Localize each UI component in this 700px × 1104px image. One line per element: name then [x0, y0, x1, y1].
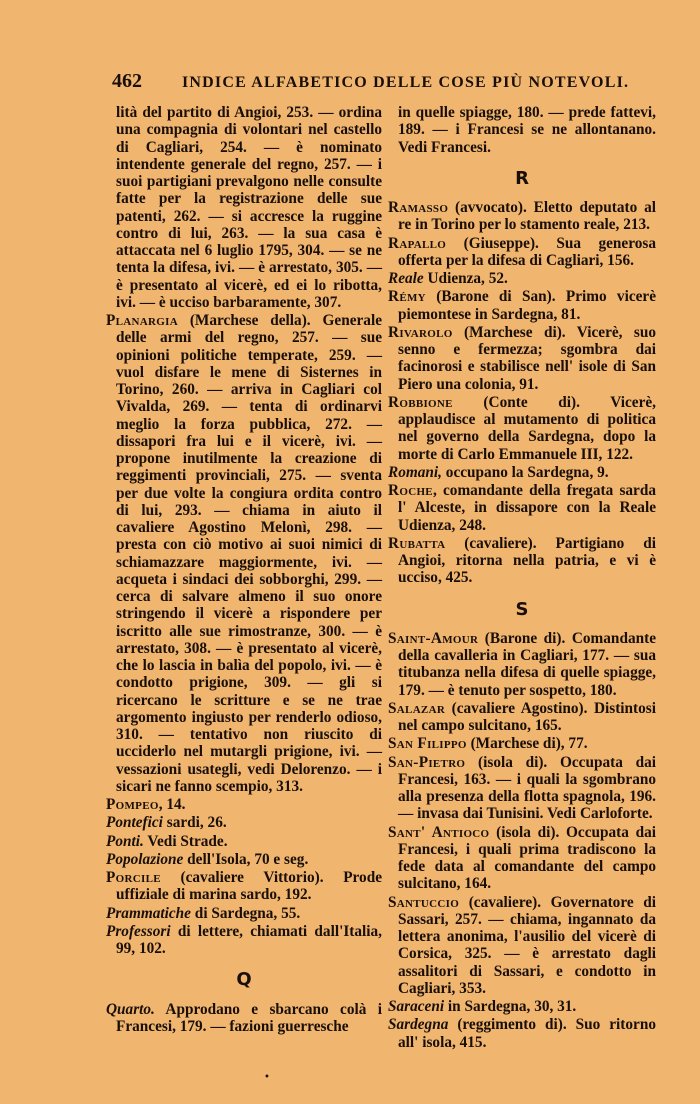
entry-text: (Marchese di). Vicerè, suo senno e fermezza; sgombra dai facinorosi e stabilisce nell' isole di San Piero una colonia, 91. — [398, 323, 656, 393]
footer-mark: • — [264, 1072, 270, 1083]
entry-italic-headword: Romani, — [388, 463, 442, 481]
entry-text: di lettere, chiamati dall'Italia, 99, 102. — [116, 922, 382, 957]
entry-text: (avvocato). Eletto deputato al re in Torino per lo stamento reale, 213. — [398, 199, 656, 234]
entry-text: Approdano e sbarcano colà i Francesi, 179. — fazioni guerresche — [116, 1000, 382, 1035]
entry-text: (cavaliere). Governatore di Sassari, 257. — chiama, ingannato da lettera anonima, l'ausilio del vicerè di Corsica, 325. — è arrestato dagli assalitori di Sassari, e condotto in Cagliari, 353. — [398, 893, 656, 997]
index-entry — [106, 869, 382, 904]
index-entry — [388, 998, 656, 1015]
entry-text: dell'Isola, 70 e seg. — [183, 850, 309, 868]
entry-headword: Saint-Amour — [388, 629, 479, 647]
index-entry — [388, 270, 656, 287]
index-entry — [106, 104, 382, 311]
entry-headword: Rivarolo — [388, 323, 453, 341]
index-entry — [106, 905, 382, 922]
entry-headword: Rapallo — [388, 234, 447, 252]
entry-text: Vedi Strade. — [143, 832, 228, 850]
entry-text: (Barone di). Comandante della cavalleria in Cagliari, 177. — sua titubanza nella difesa di quelle spiagge, 179. — è tenuto per sospetto, 180. — [398, 629, 656, 699]
index-entry — [388, 1016, 656, 1051]
index-entry — [106, 796, 382, 813]
entry-text: occupano la Sardegna, 9. — [441, 463, 609, 481]
entry-italic-headword: Sardegna — [388, 1016, 449, 1034]
entry-text: (Marchese della). Generale delle armi del regno, 257. — sue opinioni politiche temperate, 259. — vuol disfare le mene di Sisternes in Torino, 260. — arriva in Cagliari col Vivalda, 269. — tenta di ordinarvi meglio la forza pubblica, 272. — dissapori fra lui e il vicerè, ivi. — propone inutilmente la creazione di reggimenti provinciali, 275. — sventa per due volte la congiura ordita contro di lui, 293. — chiama in aiuto il cavaliere Agostino Melonì, 298. — presta con ciò motivo ai suoi nimici di schiamazzare maggiormente, ivi. — acqueta i sindaci dei sobborghi, 299. — cerca di salvare almeno il suo onore stringendo il vicerè a rispondere per iscritto alle sue rimostranze, 300. — è arrestato, 308. — è presentato al vicerè, che lo lascia in balìa del popolo, ivi. — è condotto prigione, 309. — gli si ricercano le scritture e se ne trae argomento ingiusto per renderlo odioso, 310. — tentativo non riuscito di ucciderlo nel mutargli prigione, ivi. — vessazioni usategli, vedi Delorenzo. — i sicari ne fanno scempio, 313. — [116, 312, 382, 795]
index-entry — [388, 288, 656, 323]
entry-headword: Roche — [388, 482, 433, 499]
entry-headword: Rubatta — [388, 534, 446, 552]
index-entry — [388, 535, 656, 587]
index-entry — [106, 814, 382, 831]
entry-text: (cavaliere). Partigiano di Angioi, ritorna nella patria, e vi è ucciso, 425. — [398, 534, 656, 587]
entry-headword: Rémy — [388, 288, 426, 306]
entry-text: (Conte di). Vicerè, applaudisce al mutamento di politica nel governo della Sardegna, dopo la morte di Carlo Emmanuele III, 122. — [398, 393, 656, 463]
entry-headword: Pompeo — [106, 796, 159, 813]
entry-italic-headword: Saraceni — [388, 998, 445, 1015]
index-entry — [388, 464, 656, 481]
index-entry — [388, 894, 656, 998]
entry-italic-headword: Prammatiche — [106, 904, 191, 922]
right-column — [388, 104, 656, 1052]
entry-headword: San-Pietro — [388, 753, 466, 771]
entry-headword: Salazar — [388, 699, 446, 717]
left-column — [106, 104, 382, 1036]
section-letter-r: R — [515, 167, 529, 189]
right-entries-r — [388, 199, 656, 587]
index-entry — [388, 235, 656, 270]
right-entries-s — [388, 630, 656, 1051]
right-entries-top — [388, 104, 656, 156]
index-entry — [388, 324, 656, 393]
section-letter-s: S — [515, 598, 529, 620]
entry-text: in quelle spiagge, 180. — prede fattevi, 189. — i Francesi se ne allontanano. Vedi Francesi. — [398, 104, 656, 156]
entry-text: (Marchese di), 77. — [466, 735, 588, 753]
entry-text: in Sardegna, 30, 31. — [444, 998, 577, 1015]
index-entry — [388, 199, 656, 234]
entry-text: (Barone di San). Primo vicerè piemontese in Sardegna, 81. — [398, 288, 656, 323]
page-number: 462 — [112, 70, 142, 92]
entry-italic-headword: Popolazione — [106, 850, 184, 868]
index-entry — [388, 700, 656, 735]
section-letter-q: Q — [236, 969, 252, 991]
index-entry — [106, 312, 382, 795]
entry-italic-headword: Quarto. — [106, 1000, 155, 1018]
index-entry — [388, 482, 656, 534]
index-entry — [388, 735, 656, 752]
entry-text: di Sardegna, 55. — [190, 904, 301, 922]
entry-italic-headword: Professori — [106, 922, 171, 940]
index-entry — [388, 394, 656, 463]
entry-headword: Santuccio — [388, 893, 460, 911]
entry-text: Udienza, 52. — [423, 270, 508, 287]
entry-text: (cavaliere Agostino). Distintosi nel campo sulcitano, 165. — [398, 699, 656, 734]
entry-text: sardi, 26. — [162, 814, 227, 832]
entry-text: (reggimento di). Suo ritorno all' isola, 415. — [398, 1016, 656, 1051]
entry-text: , comandante della fregata sarda l' Alceste, in dissapore con la Reale Udienza, 248. — [398, 482, 656, 534]
entry-headword: Porcile — [106, 869, 161, 886]
entry-headword: San Filippo — [388, 735, 467, 753]
index-entry — [106, 1001, 382, 1036]
entry-text: , 14. — [158, 796, 186, 813]
entry-text: (isola di). Occupata dai Francesi, 163. — i quali la sgombrano alla presenza della flotta spagnola, 196. — invasa dai Tunisini. Vedi Carloforte. — [398, 753, 656, 823]
entry-headword: Sant' Antioco — [388, 823, 490, 841]
entry-text: (cavaliere Vittorio). Prode uffiziale di marina sardo, 192. — [116, 869, 382, 904]
index-entry — [388, 754, 656, 823]
entry-headword: Planargia — [106, 312, 178, 329]
entry-text: lità del partito di Angioi, 253. — ordina una compagnia di volontari nel castello di Cagliari, 254. — è nominato intendente generale del regno, 257. — i suoi partigiani prevalgono nelle consulte fatte per la registrazione delle sue patenti, 262. — si accresce la ruggine contro di lui, 263. — la sua casa è attaccata nel 6 luglio 1795, 304. — se ne tenta la difesa, ivi. — è arrestato, 305. — è presentato al vicerè, ed ei lo ribotta, ivi. — è ucciso barbaramente, 307. — [116, 104, 382, 311]
page-header — [112, 70, 630, 98]
index-entry — [388, 630, 656, 699]
index-entry — [106, 851, 382, 868]
entry-headword: Ramasso — [388, 199, 449, 216]
index-entry — [388, 104, 656, 156]
entry-headword: Robbione — [388, 393, 453, 411]
entry-text: (isola di). Occupata dai Francesi, i quali prima tradiscono la fede data al comandante del campo sulcitano, 164. — [398, 823, 656, 893]
left-entries — [106, 104, 382, 957]
index-entry — [106, 833, 382, 850]
running-head: INDICE ALFABETICO DELLE COSE PIÙ NOTEVOLI. — [182, 74, 630, 91]
entry-text: (Giuseppe). Sua generosa offerta per la difesa di Cagliari, 156. — [398, 234, 656, 269]
index-entry — [388, 824, 656, 893]
entry-italic-headword: Reale — [388, 270, 424, 287]
left-entries-q — [106, 1001, 382, 1036]
index-entry — [106, 923, 382, 958]
entry-italic-headword: Pontefici — [106, 814, 163, 832]
entry-italic-headword: Ponti. — [106, 832, 144, 850]
